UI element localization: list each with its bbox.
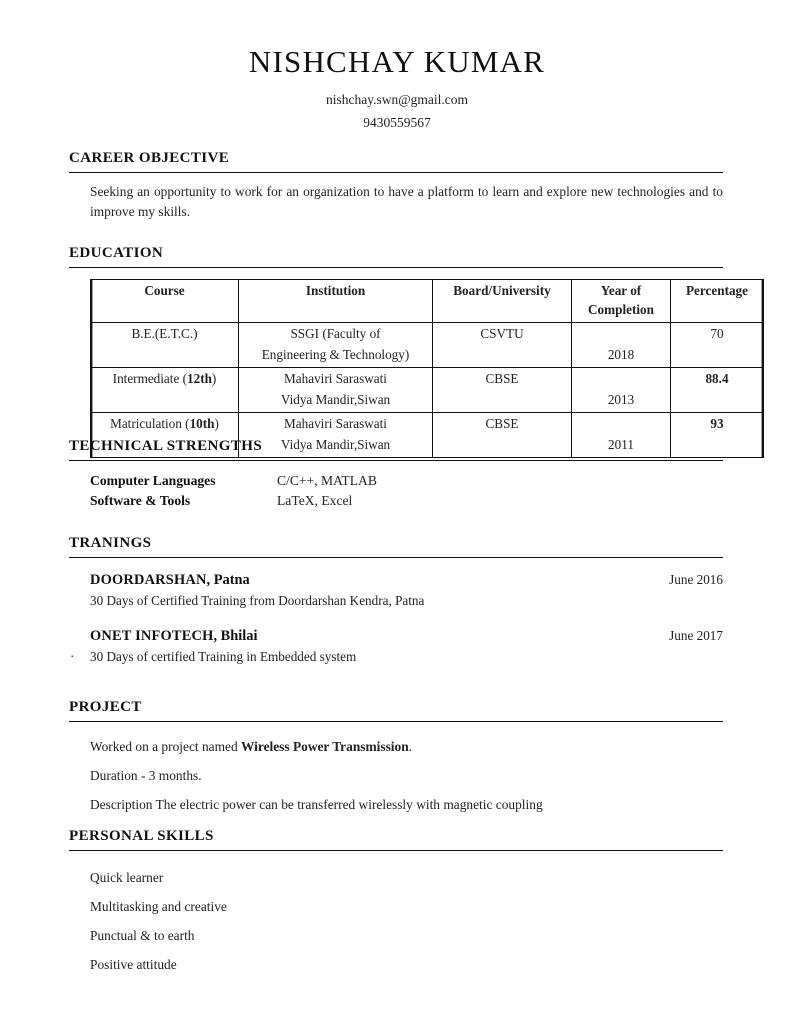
training-location: , Bhilai xyxy=(213,627,258,644)
column-header-course: Course xyxy=(91,279,239,322)
project-description: Description The electric power can be transferred wirelessly with magnetic coupling xyxy=(90,796,543,812)
personal-skills-list xyxy=(90,870,723,973)
section-personal-skills xyxy=(69,828,723,986)
technical-strength-row xyxy=(90,491,723,511)
section-rule xyxy=(69,267,723,268)
table-row xyxy=(91,322,764,367)
cell-board: CSVTU xyxy=(433,322,572,367)
education-table xyxy=(90,279,764,458)
section-rule xyxy=(69,557,723,558)
section-rule xyxy=(69,850,723,851)
candidate-name: NISHCHAY KUMAR xyxy=(248,44,546,79)
training-entry-header xyxy=(90,628,723,645)
cell-year: 2013 xyxy=(572,367,671,412)
section-project xyxy=(69,699,723,813)
cell-board: CBSE xyxy=(433,412,572,457)
cell-year: 2011 xyxy=(572,412,671,457)
list-item: Quick learner xyxy=(90,869,164,885)
cell-percentage: 70 xyxy=(671,322,764,367)
project-name-line: Worked on a project named Wireless Power Transmission. xyxy=(90,738,412,754)
section-education xyxy=(69,245,748,458)
training-entry xyxy=(90,572,723,609)
cell-institution: Mahaviri Saraswati Vidya Mandir,Siwan xyxy=(239,412,433,457)
section-title-career-objective: CAREER OBJECTIVE xyxy=(69,150,230,166)
project-duration: Duration - 3 months. xyxy=(90,767,202,783)
training-entry-header xyxy=(90,572,723,589)
technical-strength-label: Software & Tools xyxy=(90,492,191,508)
training-entry xyxy=(70,627,723,665)
technical-strength-value: LaTeX, Excel xyxy=(277,492,353,508)
training-location: , Patna xyxy=(206,571,250,588)
table-row xyxy=(91,367,764,412)
training-date: June 2016 xyxy=(669,571,723,587)
section-trainings xyxy=(69,535,723,665)
contact-phone: 9430559567 xyxy=(363,115,431,130)
cell-year: 2018 xyxy=(572,322,671,367)
list-item: Punctual & to earth xyxy=(90,927,195,943)
section-title-project: PROJECT xyxy=(69,699,142,715)
column-header-year: Year of Completion xyxy=(572,279,671,322)
training-org: ONET INFOTECH xyxy=(90,627,214,644)
contact-email: nishchay.swn@gmail.com xyxy=(325,92,469,107)
cell-course: Intermediate (12th) xyxy=(91,367,239,412)
bullet-icon: · xyxy=(70,648,75,664)
cell-course: Matriculation (10th) xyxy=(91,412,239,457)
career-objective-text: Seeking an opportunity to work for an organization to have a platform to learn and explore new technologies and to improve my skills. xyxy=(90,183,723,219)
column-header-board: Board/University xyxy=(433,279,572,322)
technical-strengths-list xyxy=(90,471,723,511)
section-title-technical-strengths: TECHNICAL STRENGTHS xyxy=(69,438,263,454)
education-table-wrap xyxy=(90,279,748,458)
section-technical-strengths xyxy=(69,438,723,511)
list-item: Positive attitude xyxy=(90,956,177,972)
cell-percentage: 93 xyxy=(671,412,764,457)
cell-percentage: 88.4 xyxy=(671,367,764,412)
project-details xyxy=(90,739,723,813)
table-header-row xyxy=(91,279,764,322)
section-rule xyxy=(69,721,723,722)
column-header-institution: Institution xyxy=(239,279,433,322)
cell-institution: SSGI (Faculty of Engineering & Technology) xyxy=(239,322,433,367)
cell-course: B.E.(E.T.C.) xyxy=(91,322,239,367)
section-title-education: EDUCATION xyxy=(69,245,164,261)
list-item: Multitasking and creative xyxy=(90,898,227,914)
technical-strength-row xyxy=(90,471,723,491)
training-org: DOORDARSHAN xyxy=(90,571,207,588)
training-description: 30 Days of Certified Training from Doordarshan Kendra, Patna xyxy=(90,592,425,608)
technical-strength-value: C/C++, MATLAB xyxy=(277,472,377,488)
training-description: · 30 Days of certified Training in Embedded system xyxy=(70,648,357,664)
section-title-trainings: TRANINGS xyxy=(69,535,152,551)
training-org-line xyxy=(90,572,250,589)
section-rule xyxy=(69,172,723,173)
cell-board: CBSE xyxy=(433,367,572,412)
training-org-line xyxy=(90,628,257,645)
training-date: June 2017 xyxy=(669,627,723,643)
section-title-personal-skills: PERSONAL SKILLS xyxy=(69,828,214,844)
column-header-percentage: Percentage xyxy=(671,279,764,322)
section-rule xyxy=(69,460,723,461)
cell-institution: Mahaviri Saraswati Vidya Mandir,Siwan xyxy=(239,367,433,412)
technical-strength-label: Computer Languages xyxy=(90,472,216,488)
section-career-objective xyxy=(69,150,723,222)
project-name: Wireless Power Transmission xyxy=(241,738,409,754)
